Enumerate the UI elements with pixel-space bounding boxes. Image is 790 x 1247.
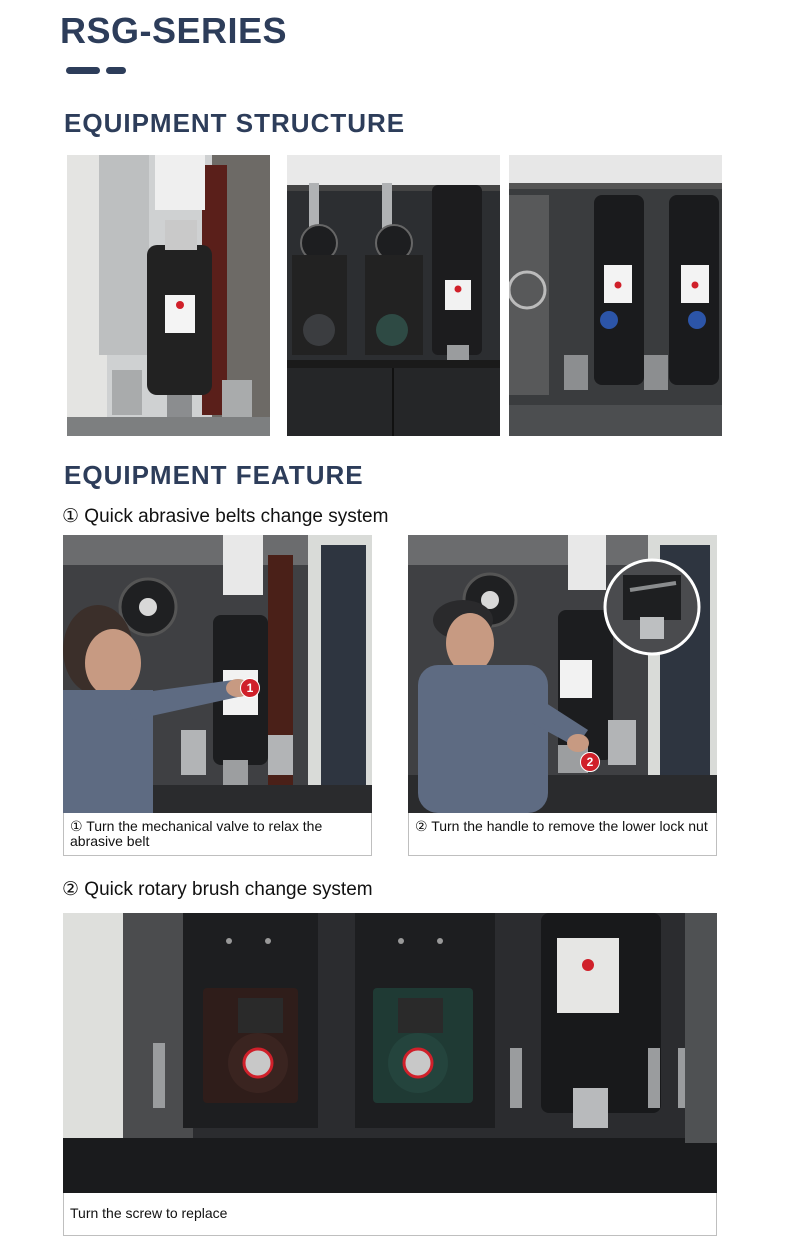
belt-change-caption-2: ② Turn the handle to remove the lower lock nut <box>415 818 708 834</box>
feature-section-title: EQUIPMENT FEATURE <box>64 460 364 490</box>
marker-1: 1 <box>240 678 260 698</box>
feature-1-title: ① Quick abrasive belts change system <box>62 506 389 527</box>
structure-photo-2 <box>287 155 500 436</box>
title-underline-right <box>106 67 126 74</box>
structure-photo-1 <box>67 155 270 436</box>
belt-change-photo-1 <box>63 535 372 813</box>
marker-2: 2 <box>580 752 600 772</box>
belt-change-caption-box-2 <box>408 813 717 856</box>
structure-photo-3 <box>509 155 722 436</box>
belt-change-caption-1: ① Turn the mechanical valve to relax the abrasive belt <box>70 818 323 849</box>
brush-change-photo <box>63 913 717 1193</box>
brush-change-caption-box <box>63 1193 717 1236</box>
structure-section-title: EQUIPMENT STRUCTURE <box>64 108 406 138</box>
series-title: RSG-SERIES <box>60 10 288 51</box>
belt-change-caption-box-1 <box>63 813 372 856</box>
title-underline-left <box>66 67 100 74</box>
brush-change-caption: Turn the screw to replace <box>70 1205 228 1221</box>
feature-2-title: ② Quick rotary brush change system <box>62 879 373 900</box>
belt-change-photo-2 <box>408 535 717 813</box>
